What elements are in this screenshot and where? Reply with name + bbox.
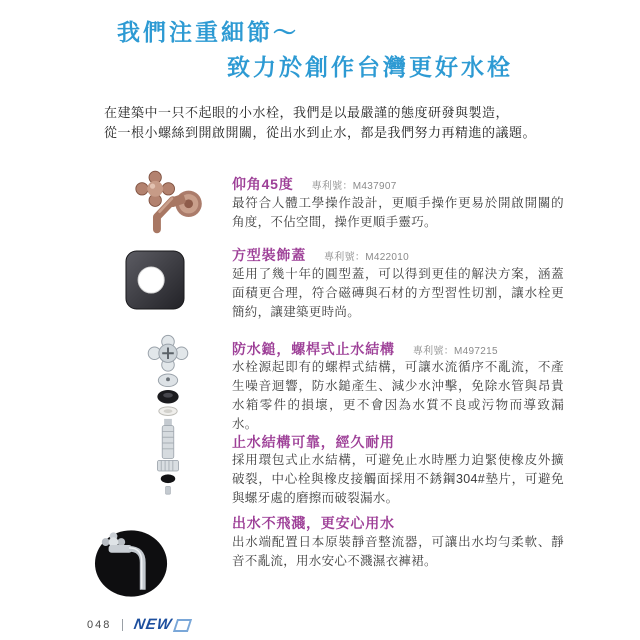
patent-number: 專利號：M497215 (412, 346, 498, 357)
section-durable-seal (232, 432, 395, 452)
section-elevation-angle (232, 174, 397, 194)
bronze-faucet-icon (120, 170, 215, 234)
page-title-line2: 致力於創作台灣更好水栓 (227, 55, 513, 81)
page-title-line1: 我們注重細節～ (117, 20, 299, 46)
brand-logo-suffix-glyph (173, 619, 192, 632)
footer-divider (122, 619, 123, 631)
exploded-parts-icon (140, 333, 196, 499)
faucet-stream-image (94, 529, 170, 603)
section-heading: 方型裝飾蓋 (232, 247, 306, 263)
section-no-splash (232, 513, 395, 533)
section-body: 採用環包式止水結構，可避免止水時壓力迫緊使橡皮外擴破裂，中心栓與橡皮接觸面採用不銹鋼304#墊片，可避免與螺牙處的磨擦而破裂漏水。 (232, 453, 564, 505)
section-body: 最符合人體工學操作設計，更順手操作更易於開啟開關的角度，不佔空間，操作更順手靈巧。 (232, 196, 564, 229)
exploded-parts-image (140, 333, 196, 504)
section-heading: 止水結構可靠，經久耐用 (232, 434, 395, 450)
section-body: 出水端配置日本原裝靜音整流器，可讓出水均勻柔軟、靜音不亂流，用水安心不濺濕衣褲裙。 (232, 535, 564, 568)
bronze-faucet-image (120, 170, 215, 239)
section-water-hammer (232, 339, 498, 359)
section-body: 水栓源起即有的螺桿式結構，可讓水流循序不亂流，不產生噪音迴響，防水鎚產生、減少水沖擊，免除水管與昂貴水箱零件的損壞，更不會因為水質不良或污物而導致漏水。 (232, 360, 564, 431)
section-square-cover (232, 245, 409, 265)
brand-logo: NEW (132, 616, 174, 633)
page-number: 048 (87, 619, 112, 631)
section-heading: 防水鎚，螺桿式止水結構 (232, 341, 395, 357)
intro-paragraph-line2: 從一根小螺絲到開啟開關，從出水到止水，都是我們努力再精進的議題。 (104, 125, 537, 140)
section-body: 延用了幾十年的圓型蓋，可以得到更佳的解決方案，涵蓋面積更合理，符合磁磚與石材的方型習性切割，讓水栓更簡約，讓建築更時尚。 (232, 267, 564, 319)
faucet-stream-icon (94, 529, 170, 598)
patent-number: 專利號：M437907 (311, 181, 397, 192)
section-heading: 仰角45度 (232, 176, 294, 192)
square-cover-icon (125, 250, 185, 310)
intro-paragraph-line1: 在建築中一只不起眼的小水栓，我們是以最嚴謹的態度研發與製造， (104, 105, 510, 120)
square-cover-image (125, 250, 185, 315)
patent-number: 專利號：M422010 (324, 252, 409, 263)
section-heading: 出水不飛濺，更安心用水 (232, 515, 395, 531)
page-footer (87, 617, 190, 633)
